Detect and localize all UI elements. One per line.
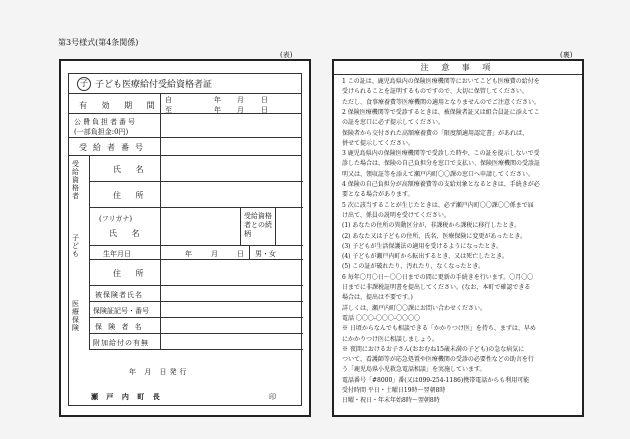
notes-title: 注 意 事 項: [334, 61, 582, 75]
seal-label: 印: [269, 393, 276, 401]
note-line: 3 鹿児島県内の保険医療機関等で受診した時や、この証を提示しないで受: [342, 150, 540, 158]
circle-mark: 子: [77, 77, 91, 91]
front-card: [59, 59, 311, 417]
child-address-row: 住 所: [89, 260, 303, 286]
note-line: 診した場合は、保険の自己負担分を窓口で支払い、保険医療機関の受診証: [342, 160, 541, 168]
validity-label: 有 効 期 間: [79, 101, 161, 110]
note-line: 4 保険の自己負担分が高額療養費等の支給対象となるときは、手続きが必: [342, 181, 540, 188]
card-title: [69, 74, 301, 94]
note-line: 電話番号「#8000」番(又は099-254-1186)携帯電話からも利用可能: [342, 376, 530, 384]
note-line: 5 次に該当することが生じたときは、必ず瀬戸内町〇〇課〇〇係まで届: [342, 201, 534, 209]
note-line: (4) 子どもが瀬戸内町から転出するとき、又は死亡したとき。: [342, 253, 508, 261]
back-mark: (裏): [560, 51, 573, 59]
recipient-name-row: 氏 名: [89, 156, 303, 182]
note-line: 電話 〇〇〇-〇〇〇-〇〇〇〇: [342, 314, 420, 322]
birthdate-row: 生年月日 年 月 日 男・女: [89, 246, 303, 260]
note-line: ※ 日頃からなんでも相談できる「かかりつけ医」を持ち、まずは、早め: [342, 325, 536, 333]
child-name-row: (フリガナ) 氏 名 受給資格者との続柄: [89, 208, 303, 246]
note-line: 2 保険医療機関等で受診するときは、被保険者証又は組合員証に添えてこ: [342, 108, 540, 116]
note-line: の証を窓口に必ず提示してください。: [342, 119, 445, 127]
payer-row: 公費負担者番号 (一部負担金:0円): [69, 114, 301, 138]
mayor-label: 瀬 戸 内 町 長: [91, 392, 163, 401]
note-line: う「鹿児島県小児救急電話相談」を実施しています。: [342, 366, 486, 374]
note-line: 6 毎年〇月〇日〜〇〇日までの間に更新の手続きを行います。〇月〇〇: [342, 273, 534, 281]
note-line: 明又は、領収証等を添えて瀬戸内町〇〇課の窓口へ申請してください。: [342, 170, 535, 178]
front-mark: (表): [280, 51, 293, 59]
recipient-no-row: 受給者番号: [69, 138, 301, 156]
child-group-label: 子ども: [72, 234, 79, 258]
note-line: ※ 夜間におけるお子さん(おおむね15歳未満の子ども)の急な病気に: [342, 345, 525, 353]
insurance-group-label: 医療保険: [72, 300, 79, 332]
note-line: (2) あなた又は子どもの住所、氏名、医療保険に変更があったとき。: [342, 232, 527, 240]
note-line: 1 この証は、鹿児島県内の保険医療機関等においてこども医療費の給付を: [342, 78, 540, 85]
note-line: 場合は、提出は不要です。): [342, 294, 413, 302]
card-title-text: 子ども医療給付受給資格者証: [95, 80, 213, 90]
note-line: 詳しくは、瀬戸内町〇〇課にお問い合わせください。: [342, 304, 487, 312]
note-line: 受付時間 平日・土曜日19時〜翌朝8時: [342, 387, 446, 394]
form-number: 第3号様式(第4条関係): [58, 38, 139, 47]
note-line: (5) この証が破れたり、汚れたり、なくなったとき。: [342, 263, 485, 271]
note-line: 日までに非課税証明書を提出してください。(なお、本町で確認できる: [342, 284, 531, 291]
note-line: ついて、看護師等が応急処置や医療機関の受診の必要性などの助言を行: [342, 356, 534, 364]
note-line: (3) 子どもが生活保護法の適用を受けるようになったとき。: [342, 242, 503, 250]
front-inner-table: 子 子ども医療給付受給資格者証 有 効 期 間 自 至 年 月 日 年 月 日 公費負担者番号 (一部負担金:0円) 受給者番号 受給資格者 氏 名 住 所 子ども (フリガナ) 氏 名 受給資格者との続柄 生年月日 年 月 日 男・女 住 所 医療保険 被保険者氏名 保険証記号・番号 保 険 者 名 附加給付の有無 年 月 日発行 瀬 戸 内 町 長 印: [68, 73, 302, 406]
note-line: にかかりつけ医に相談しましょう。: [342, 335, 439, 343]
note-line: (1) あなたの住所の異動区分が、非課税から課税に移行したとき。: [342, 222, 521, 230]
note-line: 要となる場合があります。: [342, 191, 414, 199]
validity-row: 有 効 期 間 自 至 年 月 日 年 月 日: [69, 94, 301, 114]
recipient-group-label: 受給資格者: [72, 160, 79, 200]
note-line: 併せて提示してください。: [342, 139, 415, 147]
note-line: 保険者から交付された高額療養費の「限度額適用認定書」があれば、: [342, 129, 529, 137]
note-line: ただし、食事療養費等医療機関の適用となりませんのでご注意ください。: [342, 98, 541, 106]
note-line: 日曜・祝日・年末年始8時〜翌朝8時: [342, 397, 440, 405]
note-line: 受けられることを証明するものですので、大切に保管してください。: [342, 88, 528, 96]
recipient-address-row: 住 所: [89, 182, 303, 208]
note-line: け出て、係員の説明を受けてください。: [342, 211, 450, 219]
issue-date: 年 月 日発行: [129, 368, 190, 376]
